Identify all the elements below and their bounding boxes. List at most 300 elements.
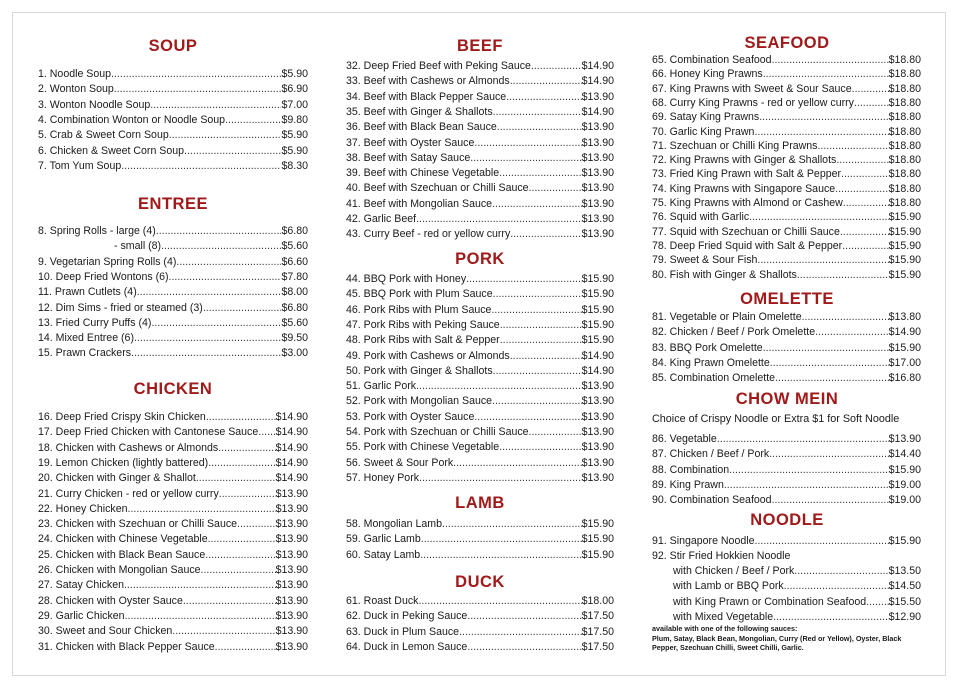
menu-item xyxy=(652,448,921,461)
dot-leader xyxy=(770,357,889,370)
dot-leader xyxy=(802,311,889,324)
menu-item xyxy=(346,319,614,332)
menu-item-name: 57. Honey Pork xyxy=(346,471,420,484)
menu-item xyxy=(346,441,614,454)
dot-leader xyxy=(854,97,889,110)
menu-item-price: $13.90 xyxy=(581,213,614,225)
menu-item xyxy=(652,254,921,267)
dot-leader xyxy=(529,426,582,439)
menu-item-price: $15.90 xyxy=(581,334,614,347)
menu-item xyxy=(346,273,614,286)
menu-item-name: 80. Fish with Ginger & Shallots xyxy=(652,268,797,281)
menu-item-name: 4. Combination Wonton or Noodle Soup xyxy=(38,113,226,126)
menu-item-name: 55. Pork with Chinese Vegetable xyxy=(346,441,500,454)
menu-item xyxy=(38,160,308,173)
menu-item xyxy=(652,197,921,210)
sauce-note-title: available with one of the following sauces: xyxy=(652,624,798,633)
menu-item-name: 90. Combination Seafood xyxy=(652,494,772,507)
menu-item-name: with Chicken / Beef / Pork xyxy=(673,565,795,577)
menu-item xyxy=(652,140,921,153)
menu-item-price: $6.60 xyxy=(281,255,308,268)
menu-item-price: $14.90 xyxy=(888,326,921,339)
menu-item-price: $13.90 xyxy=(581,395,614,408)
menu-item-price: $13.90 xyxy=(581,456,614,469)
dot-leader xyxy=(420,549,581,562)
menu-item xyxy=(652,111,921,124)
menu-item xyxy=(652,372,921,385)
menu-item-price: $15.90 xyxy=(888,211,921,224)
menu-item-name: 36. Beef with Black Bean Sauce xyxy=(346,121,497,134)
entree-heading: ENTREE xyxy=(138,195,208,213)
menu-item-price: $15.90 xyxy=(888,239,921,252)
menu-item-name: 2. Wonton Soup xyxy=(38,83,114,96)
dot-leader xyxy=(842,240,888,253)
menu-item-price: $14.90 xyxy=(581,60,614,72)
menu-item xyxy=(652,126,921,139)
menu-item-price: $13.90 xyxy=(581,228,614,241)
menu-item-name: 14. Mixed Entree (6) xyxy=(38,332,134,345)
dot-leader xyxy=(416,213,582,226)
dot-leader xyxy=(797,269,889,282)
dot-leader xyxy=(492,395,582,408)
dot-leader xyxy=(470,152,581,165)
menu-item-price: $18.80 xyxy=(888,125,921,138)
menu-item-price: $13.90 xyxy=(275,609,308,622)
dot-leader xyxy=(206,411,276,424)
menu-item-name: 11. Prawn Cutlets (4) xyxy=(38,286,137,299)
dot-leader xyxy=(754,126,888,139)
menu-item-price: $13.90 xyxy=(581,136,614,149)
dot-leader xyxy=(111,68,281,81)
menu-item xyxy=(38,99,308,112)
menu-item-name: 73. Fried King Prawn with Salt & Pepper xyxy=(652,168,842,181)
menu-item-name: 45. BBQ Pork with Plum Sauce xyxy=(346,288,493,301)
menu-item xyxy=(346,626,614,639)
menu-item xyxy=(652,226,921,239)
menu-item-name: 43. Curry Beef - red or yellow curry xyxy=(346,228,511,241)
menu-item xyxy=(652,211,921,224)
dot-leader xyxy=(205,549,275,562)
dot-leader xyxy=(208,457,275,470)
dot-leader xyxy=(131,347,281,360)
menu-item-name: 27. Satay Chicken xyxy=(38,579,124,592)
dot-leader xyxy=(466,273,581,286)
dot-leader xyxy=(493,365,582,378)
menu-item-price: $14.90 xyxy=(581,349,614,362)
dot-leader xyxy=(763,342,889,355)
menu-item-price: $13.90 xyxy=(275,533,308,546)
menu-item-name: 88. Combination xyxy=(652,463,730,476)
dot-leader xyxy=(114,83,282,96)
menu-item xyxy=(652,326,921,339)
menu-item-name: 28. Chicken with Oyster Sauce xyxy=(38,594,183,607)
menu-item-price: $15.90 xyxy=(581,533,614,546)
menu-item-name: 17. Deep Fried Chicken with Cantonese Sauce xyxy=(38,426,259,439)
menu-item-name: 62. Duck in Peking Sauce xyxy=(346,610,468,623)
menu-item-price: $14.90 xyxy=(275,411,308,423)
menu-item-price: $8.00 xyxy=(281,286,308,299)
menu-item-name: 78. Deep Fried Squid with Salt & Pepper xyxy=(652,239,843,252)
menu-item xyxy=(346,137,614,150)
menu-item xyxy=(652,269,921,282)
menu-item-name: 38. Beef with Satay Sauce xyxy=(346,151,471,164)
dot-leader xyxy=(156,225,282,238)
dot-leader xyxy=(773,611,888,624)
dot-leader xyxy=(499,167,581,180)
menu-item-name: 32. Deep Fried Beef with Peking Sauce xyxy=(346,60,531,72)
menu-item-name: 26. Chicken with Mongolian Sauce xyxy=(38,564,201,576)
menu-item-price: $15.90 xyxy=(581,288,614,301)
menu-item-price: $5.90 xyxy=(281,68,308,80)
dot-leader xyxy=(421,533,582,546)
menu-item xyxy=(346,288,614,301)
menu-item xyxy=(346,60,614,73)
menu-item xyxy=(346,595,614,608)
dot-leader xyxy=(151,317,281,330)
menu-item-price: $7.00 xyxy=(281,98,308,111)
dot-leader xyxy=(124,579,276,592)
dot-leader xyxy=(775,372,889,385)
dot-leader xyxy=(724,479,889,492)
menu-item-name: 81. Vegetable or Plain Omelette xyxy=(652,311,802,323)
dot-leader xyxy=(137,286,282,299)
menu-item-name: 22. Honey Chicken xyxy=(38,502,128,515)
menu-item-price: $13.90 xyxy=(888,433,921,445)
menu-item-price: $13.90 xyxy=(275,579,308,592)
menu-item xyxy=(38,317,308,330)
menu-item-name: 44. BBQ Pork with Honey xyxy=(346,273,467,285)
menu-item xyxy=(38,564,308,577)
menu-item-price: $13.90 xyxy=(275,564,308,576)
dot-leader xyxy=(125,610,276,623)
dot-leader xyxy=(467,641,581,654)
menu-item-price: $14.90 xyxy=(275,441,308,454)
menu-item xyxy=(346,380,614,393)
dot-leader xyxy=(769,448,888,461)
menu-item-name: 21. Curry Chicken - red or yellow curry xyxy=(38,487,219,500)
menu-item xyxy=(652,154,921,167)
menu-item-name: 76. Squid with Garlic xyxy=(652,211,750,224)
menu-item xyxy=(346,365,614,378)
menu-item xyxy=(38,347,308,360)
menu-item xyxy=(38,457,308,470)
menu-item-price: $13.50 xyxy=(888,565,921,577)
menu-item-price: $18.80 xyxy=(888,139,921,152)
dot-leader xyxy=(493,106,582,119)
menu-item-price: $13.90 xyxy=(581,197,614,210)
menu-item-price: $15.90 xyxy=(888,341,921,354)
menu-item-price: $15.90 xyxy=(581,273,614,285)
menu-item-price: $14.90 xyxy=(275,426,308,439)
dot-leader xyxy=(500,319,582,332)
menu-item xyxy=(346,182,614,195)
dot-leader xyxy=(841,168,889,181)
menu-item-price: $15.90 xyxy=(581,548,614,561)
menu-item xyxy=(38,302,308,315)
menu-item-name: 61. Roast Duck xyxy=(346,595,419,607)
menu-item-name: 82. Chicken / Beef / Pork Omelette xyxy=(652,326,816,339)
menu-item xyxy=(38,625,308,638)
menu-item-name: 7. Tom Yum Soup xyxy=(38,159,122,172)
menu-item-price: $15.90 xyxy=(888,463,921,476)
menu-item-name: 87. Chicken / Beef / Pork xyxy=(652,448,770,461)
menu-item xyxy=(652,464,921,477)
menu-item-name: 31. Chicken with Black Pepper Sauce xyxy=(38,640,215,653)
pork-heading: PORK xyxy=(455,250,505,268)
menu-item-name: 56. Sweet & Sour Pork xyxy=(346,456,454,469)
menu-item-price: $13.90 xyxy=(581,426,614,438)
dot-leader xyxy=(176,256,281,269)
menu-item-price: $14.90 xyxy=(581,364,614,377)
menu-item-name: 59. Garlic Lamb xyxy=(346,533,421,546)
menu-item-name: 12. Dim Sims - fried or steamed (3) xyxy=(38,301,203,314)
menu-item-price: $15.90 xyxy=(888,268,921,281)
dot-leader xyxy=(169,271,282,284)
menu-item-name: 52. Pork with Mongolian Sauce xyxy=(346,395,493,408)
menu-item xyxy=(38,426,308,439)
menu-item xyxy=(652,83,921,96)
menu-item-price: $5.60 xyxy=(281,240,308,253)
dot-leader xyxy=(416,380,582,393)
dot-leader xyxy=(759,111,888,124)
dot-leader xyxy=(866,596,888,609)
dot-leader xyxy=(531,60,582,73)
menu-item-name: 79. Sweet & Sour Fish xyxy=(652,254,758,267)
dot-leader xyxy=(121,160,281,173)
menu-item-price: $13.90 xyxy=(581,167,614,180)
menu-item-price: $6.80 xyxy=(281,225,308,237)
dot-leader xyxy=(184,145,281,158)
menu-item-name: 42. Garlic Beef xyxy=(346,213,417,225)
menu-item-price: $8.30 xyxy=(281,159,308,172)
menu-item-name: 68. Curry King Prawns - red or yellow curry xyxy=(652,96,854,109)
menu-item-price: $13.80 xyxy=(888,311,921,323)
menu-item-name: 41. Beef with Mongolian Sauce xyxy=(346,197,493,210)
menu-item-name: 84. King Prawn Omelette xyxy=(652,356,770,369)
menu-item xyxy=(346,395,614,408)
menu-item-price: $18.80 xyxy=(888,154,921,167)
dot-leader xyxy=(183,595,276,608)
dot-leader xyxy=(817,140,888,153)
dot-leader xyxy=(749,211,888,224)
menu-item-name: 74. King Prawns with Singapore Sauce xyxy=(652,182,836,195)
menu-item-price: $17.00 xyxy=(888,356,921,369)
menu-item xyxy=(346,152,614,165)
menu-item-name: 30. Sweet and Sour Chicken xyxy=(38,625,173,638)
menu-item xyxy=(38,610,308,623)
menu-item xyxy=(346,198,614,211)
menu-item xyxy=(38,83,308,96)
menu-item-price: $14.90 xyxy=(581,75,614,88)
dot-leader xyxy=(757,254,888,267)
menu-item-price: $14.90 xyxy=(275,456,308,469)
noodle-heading: NOODLE xyxy=(750,511,824,529)
menu-item-price: $14.40 xyxy=(888,448,921,461)
menu-item-name: 15. Prawn Crackers xyxy=(38,347,132,360)
menu-item-name: 47. Pork Ribs with Peking Sauce xyxy=(346,318,500,331)
menu-item-name: 34. Beef with Black Pepper Sauce xyxy=(346,90,507,103)
menu-item xyxy=(652,342,921,355)
menu-item xyxy=(38,332,308,345)
dot-leader xyxy=(843,197,889,210)
menu-item xyxy=(652,97,921,110)
menu-item-name: 1. Noodle Soup xyxy=(38,68,112,80)
menu-item-name: 75. King Prawns with Almond or Cashew xyxy=(652,197,843,209)
sauce-note xyxy=(652,624,922,653)
menu-item xyxy=(652,311,921,324)
dot-leader xyxy=(506,91,581,104)
menu-item xyxy=(38,488,308,501)
menu-item-price: $18.80 xyxy=(888,182,921,195)
dot-leader xyxy=(128,503,276,516)
menu-item xyxy=(346,533,614,546)
menu-item-price: $15.90 xyxy=(581,318,614,331)
chow-mein-heading: CHOW MEIN xyxy=(735,390,839,408)
menu-item-price: $13.90 xyxy=(581,471,614,484)
menu-item-name: 65. Combination Seafood xyxy=(652,54,772,66)
menu-item-name: 64. Duck in Lemon Sauce xyxy=(346,640,468,653)
dot-leader xyxy=(510,75,582,88)
menu-item xyxy=(346,167,614,180)
menu-item-price: $15.90 xyxy=(888,254,921,267)
menu-item xyxy=(652,433,921,446)
dot-leader xyxy=(134,332,282,345)
menu-item xyxy=(652,68,921,81)
menu-item xyxy=(673,596,921,609)
menu-item-name: 70. Garlic King Prawn xyxy=(652,125,755,138)
menu-item-name: 35. Beef with Ginger & Shallots xyxy=(346,105,493,118)
menu-item xyxy=(652,168,921,181)
dot-leader xyxy=(419,472,582,485)
menu-item-price: $14.90 xyxy=(275,472,308,485)
menu-item-name: 54. Pork with Szechuan or Chilli Sauce xyxy=(346,426,529,438)
menu-item-name: 58. Mongolian Lamb xyxy=(346,518,442,530)
dot-leader xyxy=(500,334,582,347)
menu-item-name: with Lamb or BBQ Pork xyxy=(673,580,784,593)
menu-item-name: 50. Pork with Ginger & Shallots xyxy=(346,364,493,377)
menu-item xyxy=(346,304,614,317)
menu-item-price: $12.90 xyxy=(888,610,921,623)
menu-item-name: 69. Satay King Prawns xyxy=(652,111,760,124)
menu-item-price: $9.80 xyxy=(281,113,308,126)
dot-leader xyxy=(492,198,582,211)
menu-item-name: 67. King Prawns with Sweet & Sour Sauce xyxy=(652,82,852,95)
menu-item xyxy=(346,457,614,470)
menu-item-name: 48. Pork Ribs with Salt & Pepper xyxy=(346,334,500,347)
menu-item xyxy=(38,442,308,455)
menu-item-name: 85. Combination Omelette xyxy=(652,372,776,385)
menu-item-price: $17.50 xyxy=(581,625,614,638)
menu-item-name: 49. Pork with Cashews or Almonds xyxy=(346,349,510,362)
menu-item xyxy=(38,641,308,654)
dot-leader xyxy=(201,564,276,577)
dot-leader xyxy=(754,535,888,548)
menu-item xyxy=(346,610,614,623)
menu-item-price: $15.90 xyxy=(888,535,921,547)
menu-item xyxy=(346,472,614,485)
menu-item-price: $5.90 xyxy=(281,144,308,157)
menu-item xyxy=(38,533,308,546)
dot-leader xyxy=(499,441,581,454)
menu-item-name: 91. Singapore Noodle xyxy=(652,535,755,547)
menu-item-name: 24. Chicken with Chinese Vegetable xyxy=(38,533,208,546)
menu-item-name: 71. Szechuan or Chilli King Prawns xyxy=(652,139,818,152)
menu-item-name: 51. Garlic Pork xyxy=(346,380,417,393)
menu-item-price: $18.80 xyxy=(888,82,921,95)
menu-item-name: 10. Deep Fried Wontons (6) xyxy=(38,270,169,283)
dot-leader xyxy=(510,228,581,241)
dot-leader xyxy=(453,457,581,470)
dot-leader xyxy=(772,54,889,67)
menu-item-price: $13.90 xyxy=(275,625,308,638)
menu-item xyxy=(38,256,308,269)
dot-leader xyxy=(493,288,582,301)
menu-item xyxy=(38,286,308,299)
menu-item-name: 13. Fried Curry Puffs (4) xyxy=(38,316,152,329)
menu-item-price: $13.90 xyxy=(581,441,614,454)
menu-item-price: $17.50 xyxy=(581,640,614,653)
menu-item-name: 18. Chicken with Cashews or Almonds xyxy=(38,441,219,454)
dot-leader xyxy=(215,641,276,654)
menu-item xyxy=(346,641,614,654)
menu-item xyxy=(38,225,308,238)
lamb-heading: LAMB xyxy=(455,494,505,512)
menu-item-price: $14.90 xyxy=(581,105,614,118)
menu-item-name: 89. King Prawn xyxy=(652,478,724,491)
menu-item-price: $13.90 xyxy=(275,518,308,531)
menu-item-name: 9. Vegetarian Spring Rolls (4) xyxy=(38,255,177,268)
sauce-note-body: Plum, Satay, Black Bean, Mongolian, Curry (Red or Yellow), Oyster, Black Pepper, Szechuan Chilli, Sweet Chilli, Garlic. xyxy=(652,633,902,652)
menu-item-name: 39. Beef with Chinese Vegetable xyxy=(346,167,500,180)
dot-leader xyxy=(763,68,889,81)
menu-item-name: 20. Chicken with Ginger & Shallot xyxy=(38,472,196,485)
dot-leader xyxy=(784,580,889,593)
menu-item-price: $19.00 xyxy=(888,478,921,491)
menu-item-price: $13.90 xyxy=(275,502,308,515)
dot-leader xyxy=(161,240,281,253)
menu-item-price: $13.90 xyxy=(581,410,614,423)
menu-item-price: $18.00 xyxy=(581,595,614,607)
dot-leader xyxy=(474,137,581,150)
dot-leader xyxy=(218,442,275,455)
dot-leader xyxy=(794,565,888,578)
menu-item-price: $6.80 xyxy=(281,301,308,314)
menu-item xyxy=(38,145,308,158)
menu-item-price: $16.80 xyxy=(888,372,921,385)
dot-leader xyxy=(510,350,582,363)
menu-item-name: with King Prawn or Combination Seafood xyxy=(673,595,867,608)
menu-item-name: 29. Garlic Chicken xyxy=(38,609,125,622)
menu-item-price: $13.90 xyxy=(581,151,614,164)
menu-item-price: $13.90 xyxy=(275,594,308,607)
dot-leader xyxy=(203,302,282,315)
duck-heading: DUCK xyxy=(455,573,505,591)
menu-item xyxy=(38,129,308,142)
menu-item-name: 77. Squid with Szechuan or Chilli Sauce xyxy=(652,225,840,238)
dot-leader xyxy=(717,433,889,446)
menu-item xyxy=(346,350,614,363)
menu-item xyxy=(346,549,614,562)
menu-item-name: 19. Lemon Chicken (lightly battered) xyxy=(38,456,209,469)
dot-leader xyxy=(459,626,582,639)
menu-item xyxy=(652,240,921,253)
menu-item-price: $15.90 xyxy=(888,225,921,238)
omelette-heading: OMELETTE xyxy=(740,290,834,308)
menu-item xyxy=(38,271,308,284)
menu-item xyxy=(673,580,921,593)
menu-item xyxy=(346,426,614,439)
menu-item xyxy=(38,472,308,485)
